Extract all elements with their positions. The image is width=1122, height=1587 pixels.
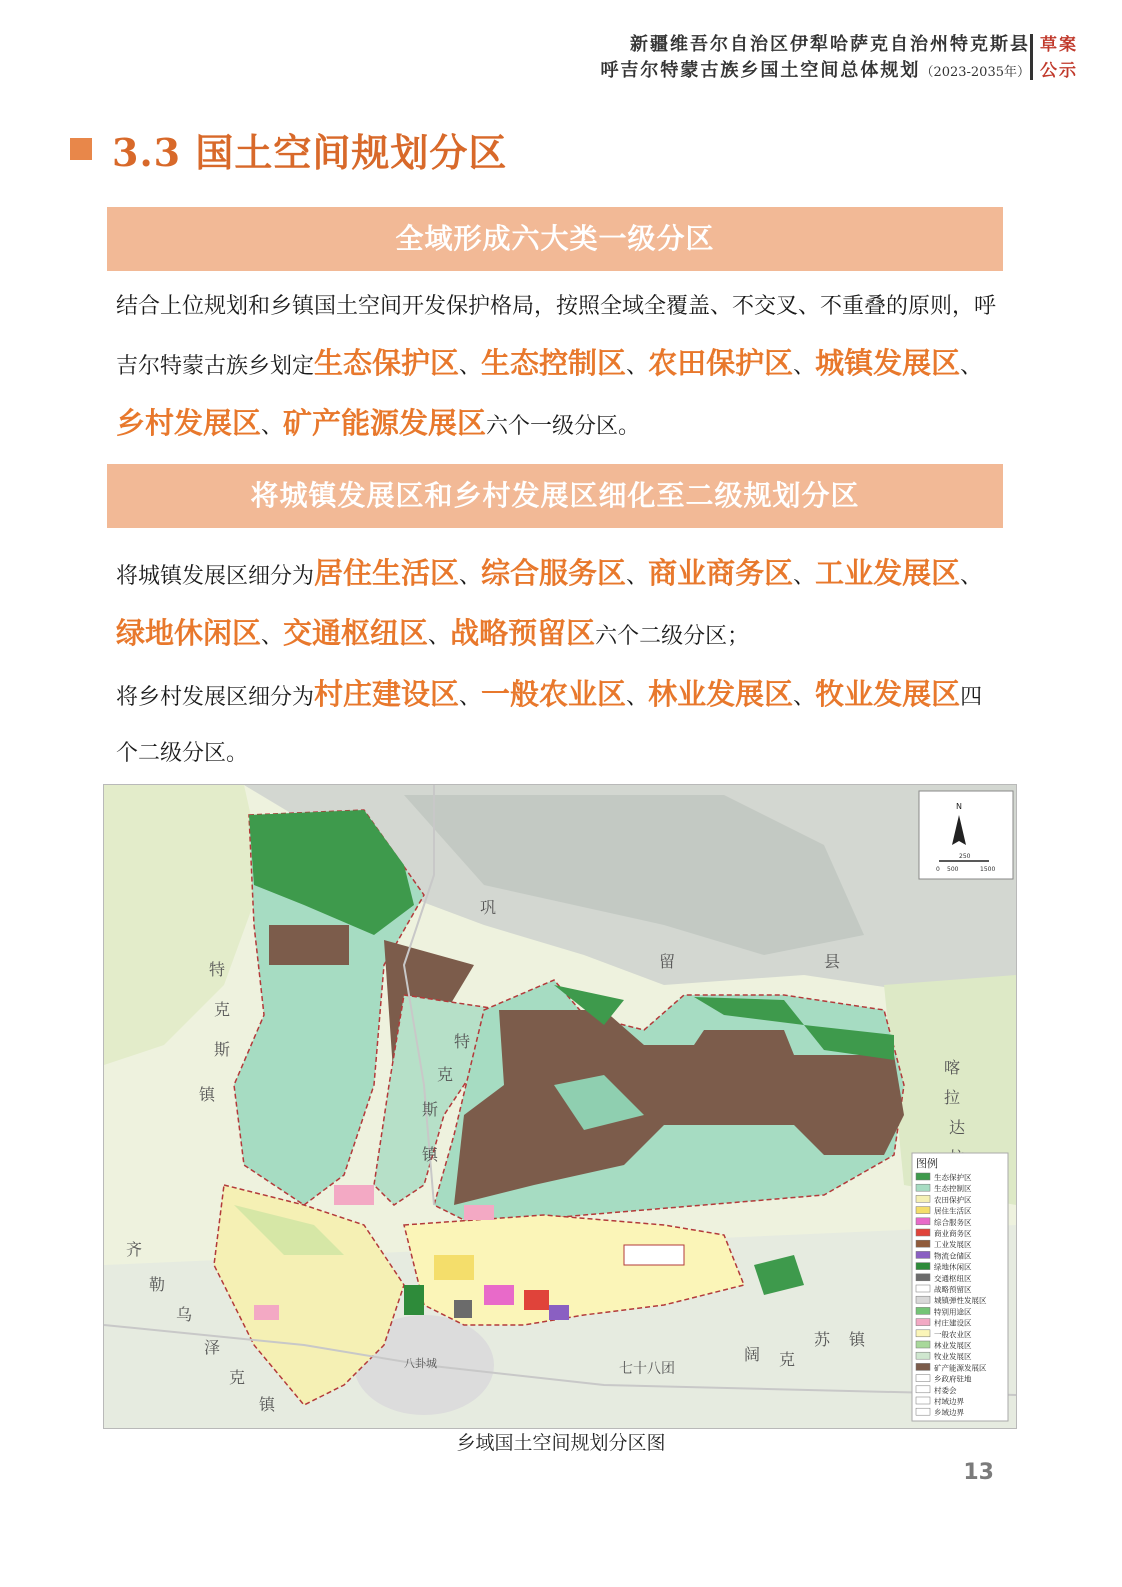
legend-swatch xyxy=(916,1285,930,1292)
p2-hl7: 战略预留区 xyxy=(450,616,596,650)
banner-primary-zones: 全域形成六大类一级分区 xyxy=(107,207,1003,271)
label-bagua: 八卦城 xyxy=(404,1357,437,1370)
legend-swatch xyxy=(916,1184,930,1191)
p1-sep5: 、 xyxy=(261,414,284,439)
banner-secondary-zones: 将城镇发展区和乡村发展区细化至二级规划分区 xyxy=(107,464,1003,528)
zone-residential-a xyxy=(434,1255,474,1280)
p2-hl6: 交通枢纽区 xyxy=(283,616,429,650)
p2-sep2: 、 xyxy=(626,564,649,589)
legend-swatch xyxy=(916,1363,930,1370)
zone-reserve xyxy=(624,1245,684,1265)
label-xian: 县 xyxy=(824,952,841,971)
label-tekesi-c3: 斯 xyxy=(422,1100,439,1119)
p3-sep3: 、 xyxy=(793,685,816,710)
zone-village-b xyxy=(464,1205,494,1220)
zone-service-a xyxy=(484,1285,514,1305)
p1-hl5: 乡村发展区 xyxy=(116,406,262,440)
document-header xyxy=(600,32,1030,86)
legend-swatch xyxy=(916,1307,930,1314)
label-kuo: 阔 xyxy=(744,1345,761,1364)
legend-swatch xyxy=(916,1319,930,1326)
zoning-map xyxy=(103,784,1017,1429)
map-legend xyxy=(912,1153,1008,1421)
header-divider xyxy=(1030,34,1033,80)
header-line2 xyxy=(600,58,1030,86)
draft-tag xyxy=(1040,32,1078,84)
page-number: 13 xyxy=(963,1460,994,1485)
label-gong: 巩 xyxy=(480,898,497,917)
legend-label: 交通枢纽区 xyxy=(934,1273,972,1283)
p2-text1: 将城镇发展区细分为 xyxy=(116,564,315,589)
legend-label: 特别用途区 xyxy=(934,1307,972,1317)
label-ze: 泽 xyxy=(204,1338,221,1357)
label-tekesi-c1: 特 xyxy=(454,1032,471,1051)
p2-sep3: 、 xyxy=(793,564,816,589)
p2-hl5: 绿地休闲区 xyxy=(116,616,262,650)
label-kalada2: 拉 xyxy=(944,1088,961,1107)
legend-swatch xyxy=(916,1240,930,1247)
zone-commercial-a xyxy=(524,1290,549,1310)
p1-sep1: 、 xyxy=(459,354,482,379)
draft-tag-line1: 草案 xyxy=(1040,35,1078,55)
zone-greenspace-a xyxy=(404,1285,424,1315)
p2-text2: 六个二级分区； xyxy=(595,624,750,649)
legend-swatch xyxy=(916,1195,930,1202)
legend-label: 村庄建设区 xyxy=(934,1318,972,1328)
p1-sep3: 、 xyxy=(793,354,816,379)
legend-title: 图例 xyxy=(916,1157,938,1170)
label-qi: 齐 xyxy=(126,1240,143,1259)
zone-mineral-west-a xyxy=(269,925,349,965)
paragraph-rural-zones xyxy=(116,666,996,782)
p3-text2: 四个二级分区。 xyxy=(116,685,983,766)
header-years: （2023-2035年） xyxy=(920,65,1030,80)
label-tekesi-c2: 克 xyxy=(437,1065,454,1084)
p2-sep5: 、 xyxy=(261,624,284,649)
legend-label: 村域边界 xyxy=(934,1397,964,1406)
header-line2-text: 呼吉尔特蒙古族乡国土空间总体规划 xyxy=(600,60,921,81)
legend-swatch xyxy=(916,1218,930,1225)
legend-label: 绿地休闲区 xyxy=(934,1262,972,1272)
zone-village-c xyxy=(254,1305,279,1320)
p1-hl1: 生态保护区 xyxy=(314,346,460,380)
paragraph-primary-zones xyxy=(116,279,996,455)
legend-label: 物流仓储区 xyxy=(934,1251,972,1261)
legend-swatch xyxy=(916,1397,930,1404)
label-liu: 留 xyxy=(659,952,676,971)
paragraph-urban-zones xyxy=(116,545,996,665)
label-tekesi-w2: 克 xyxy=(214,1000,231,1019)
legend-swatch xyxy=(916,1352,930,1359)
header-line1: 新疆维吾尔自治区伊犁哈萨克自治州特克斯县 xyxy=(630,34,1030,55)
legend-swatch xyxy=(916,1251,930,1258)
legend-swatch xyxy=(916,1375,930,1382)
draft-tag-line2: 公示 xyxy=(1040,61,1078,81)
legend-label: 工业发展区 xyxy=(934,1240,972,1250)
label-zhen: 镇 xyxy=(259,1395,276,1414)
label-tekesi-w3: 斯 xyxy=(214,1040,231,1059)
scale-1500: 1500 xyxy=(980,866,996,873)
section-marker xyxy=(70,138,92,160)
p2-sep4: 、 xyxy=(960,564,983,589)
legend-label: 矿产能源发展区 xyxy=(934,1363,987,1373)
label-tekesi-w1: 特 xyxy=(209,960,226,979)
p1-hl4: 城镇发展区 xyxy=(815,346,961,380)
label-kalada3: 达 xyxy=(949,1118,966,1137)
p1-hl6: 矿产能源发展区 xyxy=(283,406,487,440)
legend-swatch xyxy=(916,1386,930,1393)
label-tekesi-c4: 镇 xyxy=(422,1145,439,1164)
p2-sep1: 、 xyxy=(459,564,482,589)
label-le: 勒 xyxy=(149,1275,166,1294)
legend-swatch xyxy=(916,1274,930,1281)
legend-swatch xyxy=(916,1263,930,1270)
scale-500: 500 xyxy=(947,866,959,873)
p2-hl1: 居住生活区 xyxy=(314,556,460,590)
p3-hl2: 一般农业区 xyxy=(481,677,627,711)
p1-sep4: 、 xyxy=(960,354,983,379)
legend-label: 一般农业区 xyxy=(934,1329,972,1339)
label-qishiba: 七十八团 xyxy=(619,1361,675,1377)
legend-swatch xyxy=(916,1173,930,1180)
p1-text1: 结合上位规划和乡镇国土空间开发保护格局，按照全域全覆盖、不交叉、不重叠的原则，呼吉尔特蒙古族乡划定 xyxy=(116,294,997,379)
p3-text1: 将乡村发展区细分为 xyxy=(116,685,315,710)
p1-hl2: 生态控制区 xyxy=(481,346,627,380)
legend-label: 农田保护区 xyxy=(934,1195,972,1205)
label-ke: 克 xyxy=(229,1368,246,1387)
zoning-map-svg xyxy=(104,785,1016,1428)
p3-hl3: 林业发展区 xyxy=(648,677,794,711)
p2-hl2: 综合服务区 xyxy=(481,556,627,590)
scale-0: 0 xyxy=(936,866,940,873)
zone-transport-a xyxy=(454,1300,472,1318)
p1-sep2: 、 xyxy=(626,354,649,379)
zone-village-a xyxy=(334,1185,374,1205)
legend-label: 林业发展区 xyxy=(934,1341,972,1350)
p2-hl3: 商业商务区 xyxy=(648,556,794,590)
legend-swatch xyxy=(916,1341,930,1348)
p2-sep6: 、 xyxy=(428,624,451,649)
zone-logistics-a xyxy=(549,1305,569,1320)
label-kalada1: 喀 xyxy=(944,1058,961,1077)
label-su: 苏 xyxy=(814,1330,831,1349)
label-wu: 乌 xyxy=(176,1305,193,1324)
label-tekesi-w4: 镇 xyxy=(199,1085,216,1104)
p3-sep1: 、 xyxy=(459,685,482,710)
p3-sep2: 、 xyxy=(626,685,649,710)
p3-hl4: 牧业发展区 xyxy=(815,677,961,711)
p1-hl3: 农田保护区 xyxy=(648,346,794,380)
legend-label: 乡域边界 xyxy=(934,1408,964,1418)
legend-swatch xyxy=(916,1207,930,1214)
scale-250: 250 xyxy=(959,853,971,860)
legend-label: 城镇弹性发展区 xyxy=(934,1296,987,1306)
legend-swatch xyxy=(916,1408,930,1415)
legend-label: 居住生活区 xyxy=(934,1206,972,1216)
p3-hl1: 村庄建设区 xyxy=(314,677,460,711)
legend-label: 商业商务区 xyxy=(934,1229,972,1238)
legend-label: 牧业发展区 xyxy=(934,1352,972,1362)
legend-swatch xyxy=(916,1330,930,1337)
legend-label: 生态保护区 xyxy=(934,1173,972,1182)
legend-swatch xyxy=(916,1229,930,1236)
legend-label: 战略预留区 xyxy=(934,1285,972,1294)
north-arrow-box xyxy=(919,791,1013,879)
legend-label: 生态控制区 xyxy=(934,1184,972,1194)
legend-label: 乡政府驻地 xyxy=(934,1374,972,1384)
north-label: N xyxy=(956,802,962,811)
p1-text2: 六个一级分区。 xyxy=(486,414,641,439)
legend-label: 综合服务区 xyxy=(934,1217,972,1227)
legend-label: 村委会 xyxy=(934,1385,957,1395)
section-title: 3.3 国土空间规划分区 xyxy=(112,130,508,175)
legend-swatch xyxy=(916,1296,930,1303)
label-zhen2: 镇 xyxy=(849,1330,866,1349)
p2-hl4: 工业发展区 xyxy=(815,556,961,590)
map-caption: 乡域国土空间规划分区图 xyxy=(456,1432,666,1454)
label-ke2: 克 xyxy=(779,1350,796,1369)
